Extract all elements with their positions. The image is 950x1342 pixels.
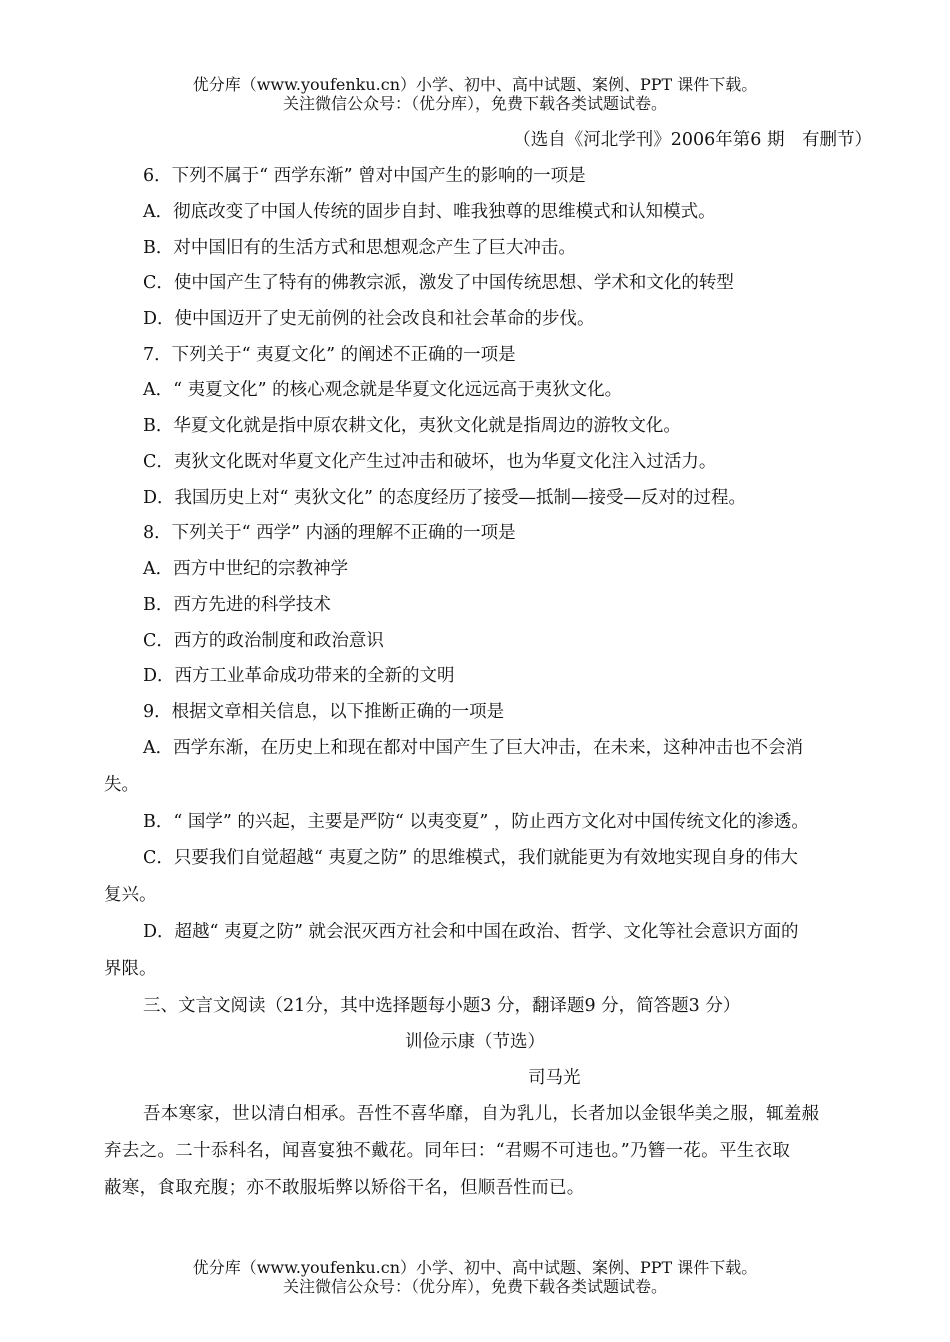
question-8-stem: 8．下列关于“ 西学” 内涵的理解不正确的一项是 bbox=[143, 523, 516, 543]
question-7-stem: 7．下列关于“ 夷夏文化” 的阐述不正确的一项是 bbox=[143, 345, 516, 365]
footer-line-2: 关注微信公众号：（优分库），免费下载各类试题试卷。 bbox=[282, 1277, 667, 1296]
question-8-option-c: C．西方的政治制度和政治意识 bbox=[143, 631, 384, 651]
question-9-option-c: C．只要我们自觉超越“ 夷夏之防” 的思维模式，我们就能更为有效地实现自身的伟大 bbox=[143, 848, 798, 868]
page-footer bbox=[0, 1258, 950, 1296]
question-6-option-c: C．使中国产生了特有的佛教宗派，激发了中国传统思想、学术和文化的转型 bbox=[143, 273, 734, 293]
question-7-option-a: A．“ 夷夏文化” 的核心观念就是华夏文化远远高于夷狄文化。 bbox=[143, 380, 623, 400]
question-6-option-d: D．使中国迈开了史无前例的社会改良和社会革命的步伐。 bbox=[143, 309, 595, 329]
question-7-option-b: B．华夏文化就是指中原农耕文化，夷狄文化就是指周边的游牧文化。 bbox=[143, 416, 681, 436]
passage-author: 司马光 bbox=[528, 1068, 581, 1088]
question-9-stem: 9．根据文章相关信息，以下推断正确的一项是 bbox=[143, 702, 505, 722]
passage-line-2: 弃去之。二十忝科名，闻喜宴独不戴花。同年曰：“君赐不可违也。”乃簪一花。平生衣取 bbox=[104, 1141, 791, 1161]
question-8-option-d: D．西方工业革命成功带来的全新的文明 bbox=[143, 666, 455, 686]
question-9-option-d-cont: 界限。 bbox=[104, 959, 157, 979]
question-8-option-a: A．西方中世纪的宗教神学 bbox=[143, 559, 349, 579]
passage-title: 训俭示康（节选） bbox=[405, 1032, 545, 1052]
question-9-option-c-cont: 复兴。 bbox=[104, 885, 157, 905]
passage-line-3: 蔽寒，食取充腹；亦不敢服垢弊以矫俗干名，但顺吾性而已。 bbox=[104, 1178, 585, 1198]
header-line-2: 关注微信公众号：（优分库），免费下载各类试题试卷。 bbox=[282, 94, 667, 113]
passage-line-1: 吾本寒家，世以清白相承。吾性不喜华靡，自为乳儿，长者加以金银华美之服，辄羞赧 bbox=[143, 1104, 820, 1124]
header-line-1: 优分库（www.youfenku.cn）小学、初中、高中试题、案例、PPT 课件下载。 bbox=[192, 75, 758, 94]
question-6-option-b: B．对中国旧有的生活方式和思想观念产生了巨大冲击。 bbox=[143, 238, 576, 258]
footer-line-1: 优分库（www.youfenku.cn）小学、初中、高中试题、案例、PPT 课件下载。 bbox=[192, 1258, 758, 1277]
section-3-heading: 三、文言文阅读（21分，其中选择题每小题3 分，翻译题9 分，简答题3 分） bbox=[143, 996, 741, 1016]
page-header bbox=[0, 75, 950, 113]
question-7-option-d: D．我国历史上对“ 夷狄文化” 的态度经历了接受—抵制—接受—反对的过程。 bbox=[143, 488, 747, 508]
question-9-option-b: B．“ 国学” 的兴起，主要是严防“ 以夷变夏” ，防止西方文化对中国传统文化的渗透。 bbox=[143, 812, 809, 832]
question-6-stem: 6．下列不属于“ 西学东渐” 曾对中国产生的影响的一项是 bbox=[143, 166, 586, 186]
question-9-option-a: A．西学东渐，在历史上和现在都对中国产生了巨大冲击，在未来，这种冲击也不会消 bbox=[143, 738, 804, 758]
source-note: （选自《河北学刊》2006年第6 期 有删节） bbox=[513, 130, 872, 150]
question-6-option-a: A．彻底改变了中国人传统的固步自封、唯我独尊的思维模式和认知模式。 bbox=[143, 202, 716, 222]
question-9-option-d: D．超越“ 夷夏之防” 就会泯灭西方社会和中国在政治、哲学、文化等社会意识方面的 bbox=[143, 922, 799, 942]
question-7-option-c: C．夷狄文化既对华夏文化产生过冲击和破坏，也为华夏文化注入过活力。 bbox=[143, 452, 717, 472]
question-8-option-b: B．西方先进的科学技术 bbox=[143, 595, 331, 615]
question-9-option-a-cont: 失。 bbox=[104, 775, 139, 795]
